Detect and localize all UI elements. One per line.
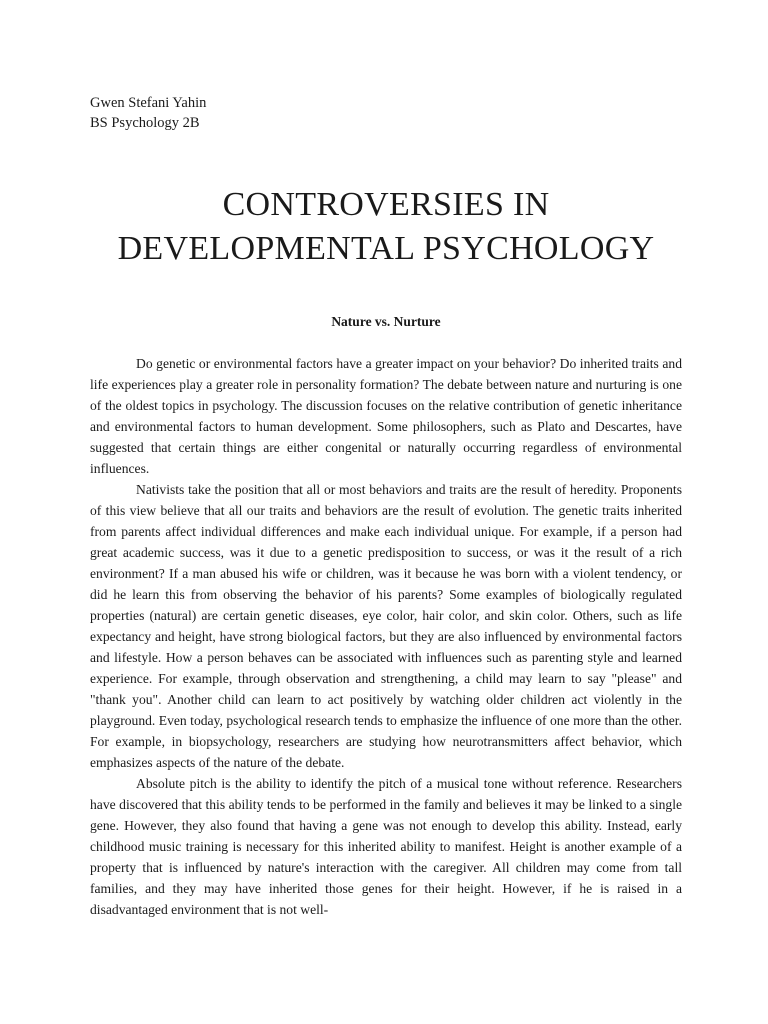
author-block — [90, 93, 682, 133]
title-line-2: DEVELOPMENTAL PSYCHOLOGY — [117, 230, 655, 267]
document-title — [90, 183, 682, 271]
section-heading: Nature vs. Nurture — [331, 314, 441, 329]
author-course: BS Psychology 2B — [90, 115, 200, 131]
body-text — [90, 353, 682, 920]
title-line-1: CONTROVERSIES IN — [222, 186, 550, 223]
paragraph: Nativists take the position that all or most behaviors and traits are the result of heredity. Proponents of this view believe that all our traits and behaviors are the result of evolution. The genetic traits inherited from parents affect individual differences and make each individual unique. For example, if a person had great academic success, was it due to a genetic predisposition to success, or was it the result of a rich environment? If a man abused his wife or children, was it because he was born with a violent tendency, or did he learn this from observing the behavior of his parents? Some examples of biologically regulated properties (natural) are certain genetic diseases, eye color, hair color, and skin color. Others, such as life expectancy and height, have strong biological factors, but they are also influenced by environmental factors and lifestyle. How a person behaves can be associated with influences such as parenting style and learned experience. For example, through observation and strengthening, a child may learn to say "please" and "thank you". Another child can learn to act positively by watching older children act violently in the playground. Even today, psychological research tends to emphasize the influence of one more than the other. For example, in biopsychology, researchers are studying how neurotransmitters affect behavior, which emphasizes aspects of the nature of the debate. — [90, 482, 682, 770]
paragraph: Do genetic or environmental factors have a greater impact on your behavior? Do inherited traits and life experiences play a greater role in personality formation? The debate between nature and nurturing is one of the oldest topics in psychology. The discussion focuses on the relative contribution of genetic inheritance and environmental factors to human development. Some philosophers, such as Plato and Descartes, have suggested that certain things are either congenital or naturally occurring regardless of environmental influences. — [90, 356, 682, 476]
paragraph: Absolute pitch is the ability to identify the pitch of a musical tone without reference. Researchers have discovered that this ability tends to be performed in the family and believes it may be linked to a single gene. However, they also found that having a gene was not enough to develop this ability. Instead, early childhood music training is necessary for this inherited ability to manifest. Height is another example of a property that is influenced by nature's interaction with the caregiver. All children may come from tall families, and they may have inherited those genes for their height. However, if he is raised in a disadvantaged environment that is not well- — [90, 776, 682, 917]
author-name: Gwen Stefani Yahin — [90, 95, 207, 111]
